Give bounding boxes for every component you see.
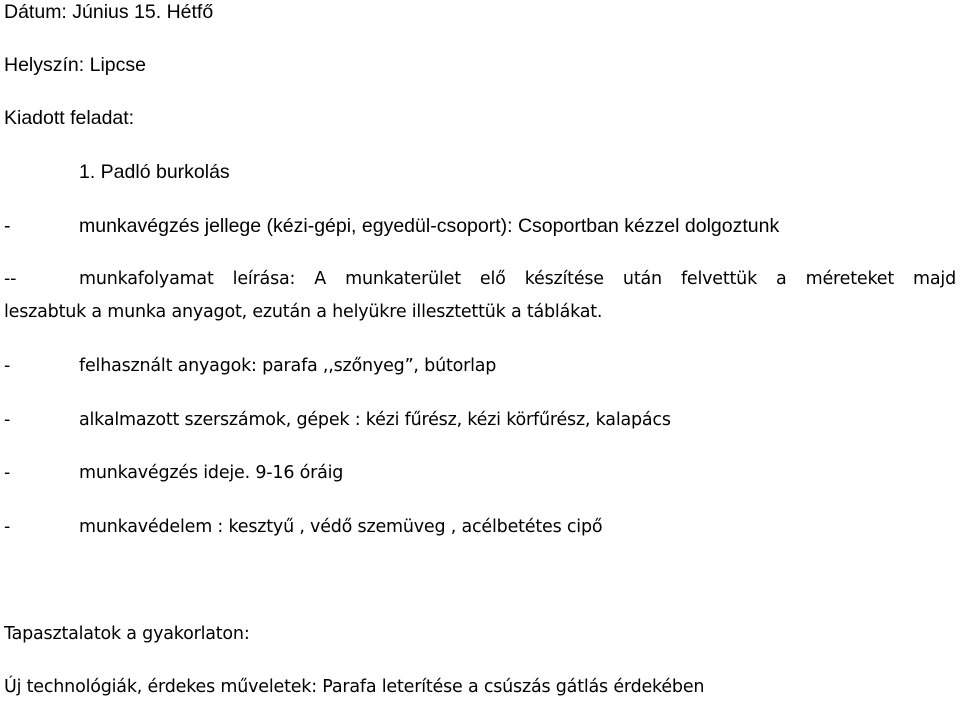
- list-item-text: alkalmazott szerszámok, gépek : kézi fűrész, kézi körfűrész, kalapács: [79, 410, 671, 430]
- list-item-text: munkafolyamat leírása: A munkaterület elő készítése után felvettük a méreteket majd: [79, 269, 956, 289]
- date-line: Dátum: Június 15. Hétfő: [4, 1, 214, 23]
- list-dash: -: [4, 463, 11, 483]
- list-dash: -: [4, 215, 11, 237]
- list-dash: -: [4, 517, 11, 537]
- location-line: Helyszín: Lipcse: [4, 54, 146, 76]
- experience-heading: Tapasztalatok a gyakorlaton:: [4, 624, 250, 644]
- experience-text: Új technológiák, érdekes műveletek: Parafa leterítése a csúszás gátlás érdekében: [4, 677, 705, 697]
- numbered-task-item: 1. Padló burkolás: [79, 161, 230, 183]
- list-dash: --: [4, 269, 17, 289]
- list-dash: -: [4, 410, 11, 430]
- list-item-text: munkavégzés ideje. 9-16 óráig: [79, 463, 344, 483]
- list-item-text: felhasznált anyagok: parafa ,,szőnyeg”, bútorlap: [79, 356, 497, 376]
- list-dash: -: [4, 356, 11, 376]
- assigned-task-label: Kiadott feladat:: [4, 107, 135, 129]
- list-item-text-continued: leszabtuk a munka anyagot, ezután a helyükre illesztettük a táblákat.: [4, 302, 603, 322]
- list-item-text: munkavédelem : kesztyű , védő szemüveg , acélbetétes cipő: [79, 517, 603, 537]
- list-item-text: munkavégzés jellege (kézi-gépi, egyedül-csoport): Csoportban kézzel dolgoztunk: [79, 215, 780, 237]
